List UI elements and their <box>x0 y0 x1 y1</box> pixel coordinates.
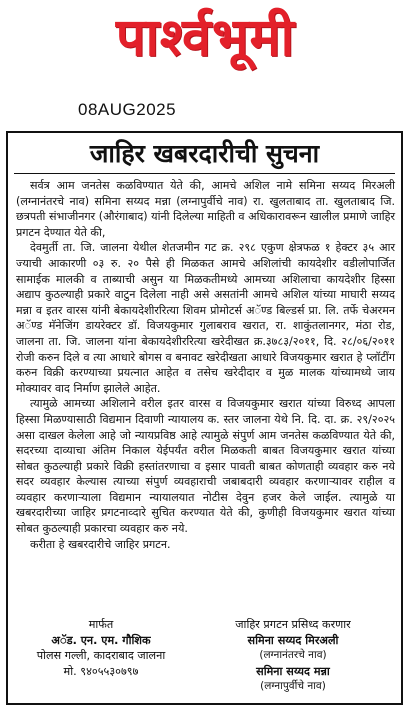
newspaper-logo: पार्श्वभूमी <box>115 8 296 68</box>
edition-date: 08AUG2025 <box>78 100 177 119</box>
issuer-name-before-note: (लग्नापुर्वीचे नाव) <box>260 680 326 692</box>
notice-footer <box>16 617 393 701</box>
advocate-block <box>16 617 186 679</box>
title-divider <box>14 173 395 174</box>
notice-title: जाहिर खबरदारीची सुचना <box>89 139 320 168</box>
advocate-name: अॅड. एन. एम. गौशिक <box>51 633 151 647</box>
issuer-name-after-note: (लग्नानंतरचे नाव) <box>259 649 327 661</box>
notice-paragraph-2: देवमुर्ती ता. जि. जालना येथील शेतजमीन गट क्र. २९८ एकुण क्षेत्रफळ १ हेक्टर ३५ आर ज्याची आकारणी ०३ रु. २० पैसे ही मिळकत आमचे अशिलांची कायदेशीर वडीलोपार्जित सामाईक मालकी व ताब्याची असुन या मिळकतीमध्ये आमच्या अशिलाचा कायदेशीर हिस्सा अद्याप कुठल्याही प्रकारे वाटुन दिलेला नाही असे असतांनी आमचे अशिल यांच्या माघारी सय्यद मन्ना व इतर वारस यांनी बेकायदेशीररित्या शिवम प्रोमोटर्स अॅण्ड बिल्डर्स प्रा. लि. तर्फे चेअरमन अॅण्ड मॅनेजिंग डायरेक्टर डॉ. विजयकुमार गुलाबराव खरात, रा. शाकुंतलानगर, मंठा रोड, जालना ता. जि. जालना यांना बेकायदेशीररित्या खरेदीखत क्र.३७८३/२०११, दि. २८/०६/२०११ रोजी करुन दिले व त्या आधारे बोगस व बनावट खरेदीखता आधारे विजयकुमार खरात हे प्लॉटींग करुन विक्री करण्याच्या प्रयत्नात आहेत व तसेच खरेदीदार व मुळ मालक यांच्यामध्ये जाय मोक्यावर वाद निर्माण झालेले आहेत. <box>16 241 395 395</box>
masthead <box>0 0 411 92</box>
notice-paragraph-1: सर्वत्र आम जनतेस कळविण्यात येते की, आमचे अशिल नामे समिना सय्यद मिरअली (लग्नानंतरचे नाव) समिना सय्यद मन्ना (लग्नापुर्वीचे नाव) रा. खुलताबाद ता. खुलताबाद जि. छत्रपती संभाजीनगर (औरंगाबाद) यांनी दिलेल्या माहिती व अधिकारावरून खालील प्रमाणे जाहिर प्रगटन देण्यात येते की, <box>16 179 395 239</box>
issuer-name-after-marriage: समिना सय्यद मिरअली <box>247 633 339 647</box>
advocate-via: मार्फत <box>88 618 114 631</box>
advocate-address: पोलस गल्ली, कादराबाद जालना <box>36 649 166 662</box>
advocate-phone: मो. ९४०५५३०७९७ <box>63 664 139 678</box>
issuer-block <box>193 617 393 695</box>
issuer-name-before-marriage: समिना सय्यद मन्ना <box>256 664 330 678</box>
notice-closing: करीता हे खबरदारीचे जाहिर प्रगटन. <box>30 537 171 551</box>
public-notice-box <box>6 131 403 705</box>
notice-paragraph-3: त्यामुळे आमच्या अशिलाने वरील इतर वारस व विजयकुमार खरात यांच्या विरुध्द आपला हिस्सा मिळण्यासाठी विद्यमान दिवाणी न्यायालय क. स्तर जालना येथे नि. दि. दा. क्र. २९/२०२५ असा दाखल केलेला आहे जो न्यायप्रविष्ठ आहे त्यामुळे संपुर्ण आम जनतेस कळविण्यात येते की, सदरच्या दाव्याचा अंतिम निकाल येईपर्यंत वरील मिळकती बाबत विजयकुमार खरात यांच्या सोबत कुठल्याही प्रकारे विक्री हस्तांतरणाचा व इसार पावती बाबत कोणताही व्यवहार करु नये सदर व्यवहार केल्यास त्याच्या संपुर्ण व्यवहाराची जबाबदारी व्यवहार करणाऱ्यावर राहील व व्यवहार करणाऱ्याला विद्यमान न्यायालयात नोटीस देवुन हजर केले जाईल. त्यामुळे या खबरदारीच्या जाहिर प्रगटनाव्दारे सुचित करण्यात येते की, कुणीही विजयकुमार खरात यांच्या सोबत कुठल्याही प्रकारचा व्यवहार करु नये. <box>16 397 395 536</box>
notice-body <box>16 178 395 552</box>
issuer-heading: जाहिर प्रगटन प्रसिध्द करणार <box>235 618 351 631</box>
